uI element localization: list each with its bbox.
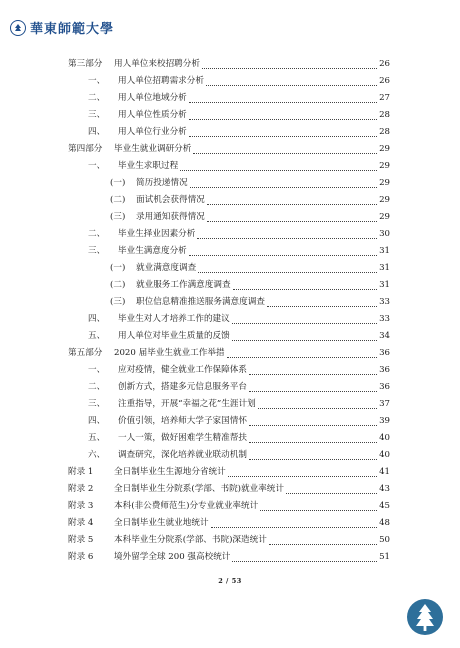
toc-leader-dots: [180, 170, 377, 171]
toc-entry-title: 应对疫情，健全就业工作保障体系: [118, 365, 247, 375]
toc-entry[interactable]: [68, 396, 390, 413]
toc-entry-number: 四、: [88, 314, 106, 324]
toc-entry[interactable]: [68, 243, 390, 260]
toc-entry[interactable]: [68, 311, 390, 328]
toc-entry-page: 40: [379, 433, 390, 443]
toc-entry-title: 就业满意度调查: [136, 263, 197, 273]
toc-entry-page: 34: [379, 331, 390, 341]
toc-leader-dots: [249, 374, 377, 375]
toc-entry-page: 29: [379, 195, 390, 205]
toc-entry-title: 毕业生求职过程: [118, 161, 179, 171]
toc-entry[interactable]: [68, 345, 390, 362]
toc-entry-page: 37: [379, 399, 390, 409]
toc-entry-title: 注重指导，开展“幸福之花”生涯计划: [118, 399, 256, 409]
toc-entry-title: 职位信息精准推送服务满意度调查: [136, 297, 265, 307]
toc-entry-number: 附录 3: [68, 501, 94, 511]
toc-entry-page: 28: [379, 127, 390, 137]
toc-entry-number: 附录 6: [68, 552, 94, 562]
toc-entry[interactable]: [68, 175, 390, 192]
toc-entry-title: 调查研究，深化培养就业联动机制: [118, 450, 247, 460]
toc-entry-page: 31: [379, 246, 390, 256]
toc-entry-title: 价值引领，培养师大学子家国情怀: [118, 416, 247, 426]
toc-entry[interactable]: [68, 209, 390, 226]
toc-entry-number: 四、: [88, 416, 106, 426]
university-name: 華東師範大學: [30, 22, 115, 37]
toc-leader-dots: [207, 221, 377, 222]
toc-entry[interactable]: [68, 430, 390, 447]
toc-leader-dots: [232, 340, 377, 341]
toc-entry-page: 48: [379, 518, 390, 528]
toc-entry-number: 第五部分: [68, 348, 103, 358]
toc-entry-number: 四、: [88, 127, 106, 137]
toc-entry-page: 41: [379, 467, 390, 477]
toc-entry-page: 51: [379, 552, 390, 562]
toc-entry[interactable]: [68, 158, 390, 175]
toc-entry-page: 29: [379, 178, 390, 188]
toc-entry-title: 全日制毕业生分院系(学部、书院)就业率统计: [114, 484, 284, 494]
toc-entry-number: 一、: [88, 76, 106, 86]
toc-entry-page: 36: [379, 348, 390, 358]
toc-entry-page: 33: [379, 297, 390, 307]
toc-entry-page: 26: [379, 59, 390, 69]
toc-entry[interactable]: [68, 124, 390, 141]
toc-entry-number: 附录 2: [68, 484, 94, 494]
toc-leader-dots: [206, 85, 377, 86]
toc-entry-title: 面试机会获得情况: [136, 195, 205, 205]
toc-entry-title: 用人单位对毕业生质量的反馈: [118, 331, 230, 341]
toc-entry-number: (三): [110, 297, 126, 307]
toc-entry-title: 2020 届毕业生就业工作举措: [114, 348, 225, 358]
toc-entry-page: 39: [379, 416, 390, 426]
toc-entry-number: 一、: [88, 161, 106, 171]
toc-entry-page: 30: [379, 229, 390, 239]
toc-leader-dots: [258, 408, 377, 409]
toc-leader-dots: [228, 476, 377, 477]
toc-entry[interactable]: [68, 294, 390, 311]
toc-entry[interactable]: [68, 379, 390, 396]
toc-entry-number: 二、: [88, 93, 106, 103]
toc-entry-number: 三、: [88, 246, 106, 256]
toc-entry-page: 31: [379, 263, 390, 273]
toc-entry[interactable]: [68, 107, 390, 124]
toc-entry-number: 六、: [88, 450, 106, 460]
toc-leader-dots: [232, 561, 377, 562]
toc-entry[interactable]: [68, 549, 390, 566]
toc-entry[interactable]: [68, 447, 390, 464]
toc-entry[interactable]: [68, 498, 390, 515]
university-tree-logo-icon: [406, 598, 444, 636]
toc-entry[interactable]: [68, 141, 390, 158]
toc-entry-page: 26: [379, 76, 390, 86]
toc-entry-title: 全日制毕业生生源地分省统计: [114, 467, 226, 477]
toc-entry-page: 28: [379, 110, 390, 120]
toc-entry-title: 用人单位行业分析: [118, 127, 187, 137]
page-number: 2 / 53: [218, 577, 242, 585]
toc-leader-dots: [249, 442, 377, 443]
toc-entry[interactable]: [68, 226, 390, 243]
toc-entry-page: 33: [379, 314, 390, 324]
toc-entry[interactable]: [68, 413, 390, 430]
toc-entry-title: 本科(非公费师范生)分专业就业率统计: [114, 501, 259, 511]
toc-entry-page: 29: [379, 212, 390, 222]
toc-leader-dots: [227, 357, 377, 358]
toc-entry-title: 创新方式，搭建多元信息服务平台: [118, 382, 247, 392]
toc-entry-page: 29: [379, 161, 390, 171]
toc-entry-title: 用人单位来校招聘分析: [114, 59, 200, 69]
header-logo: [10, 18, 114, 37]
toc-leader-dots: [190, 187, 377, 188]
toc-entry[interactable]: [68, 73, 390, 90]
toc-entry-page: 36: [379, 365, 390, 375]
toc-entry-page: 27: [379, 93, 390, 103]
toc-leader-dots: [269, 544, 377, 545]
toc-entry-title: 用人单位地域分析: [118, 93, 187, 103]
toc-entry-title: 本科毕业生分院系(学部、书院)深造统计: [114, 535, 267, 545]
toc-entry-title: 毕业生对人才培养工作的建议: [118, 314, 230, 324]
toc-leader-dots: [189, 136, 377, 137]
toc-entry-title: 毕业生就业调研分析: [114, 144, 192, 154]
toc-leader-dots: [286, 493, 377, 494]
toc-entry[interactable]: [68, 532, 390, 549]
toc-entry[interactable]: [68, 260, 390, 277]
toc-entry-page: 43: [379, 484, 390, 494]
toc-leader-dots: [232, 323, 377, 324]
toc-entry-number: (一): [110, 178, 126, 188]
toc-leader-dots: [189, 119, 377, 120]
toc-leader-dots: [189, 255, 377, 256]
toc-entry-number: 第三部分: [68, 59, 103, 69]
toc-entry[interactable]: [68, 515, 390, 532]
toc-entry-number: 三、: [88, 110, 106, 120]
toc-entry[interactable]: [68, 481, 390, 498]
toc-entry-page: 36: [379, 382, 390, 392]
toc-entry-number: 五、: [88, 433, 106, 443]
toc-entry[interactable]: [68, 56, 390, 73]
toc-entry-title: 一人一策，做好困难学生精准帮扶: [118, 433, 247, 443]
toc-entry[interactable]: [68, 90, 390, 107]
toc-entry-number: 五、: [88, 331, 106, 341]
toc-entry-title: 全日制毕业生就业地统计: [114, 518, 209, 528]
toc-entry-number: 二、: [88, 382, 106, 392]
toc-entry[interactable]: [68, 192, 390, 209]
toc-leader-dots: [233, 289, 377, 290]
toc-entry-number: 一、: [88, 365, 106, 375]
toc-entry-title: 用人单位招聘需求分析: [118, 76, 204, 86]
toc-leader-dots: [260, 510, 377, 511]
toc-entry[interactable]: [68, 464, 390, 481]
toc-entry-title: 毕业生择业因素分析: [118, 229, 196, 239]
toc-leader-dots: [198, 272, 377, 273]
toc-leader-dots: [197, 238, 377, 239]
toc-leader-dots: [193, 153, 377, 154]
table-of-contents: [68, 56, 390, 566]
toc-entry-number: (三): [110, 212, 126, 222]
toc-leader-dots: [189, 102, 377, 103]
university-seal-icon: [10, 20, 26, 36]
toc-entry-number: (二): [110, 280, 126, 290]
toc-entry-title: 用人单位性质分析: [118, 110, 187, 120]
toc-entry-number: (一): [110, 263, 126, 273]
toc-entry-page: 50: [379, 535, 390, 545]
toc-entry[interactable]: [68, 362, 390, 379]
toc-entry-page: 40: [379, 450, 390, 460]
toc-entry-number: 附录 4: [68, 518, 94, 528]
toc-leader-dots: [249, 459, 377, 460]
toc-leader-dots: [249, 425, 377, 426]
toc-entry-title: 录用通知获得情况: [136, 212, 205, 222]
toc-leader-dots: [207, 204, 377, 205]
toc-entry-title: 毕业生满意度分析: [118, 246, 187, 256]
toc-entry-title: 境外留学全球 200 强高校统计: [114, 552, 231, 562]
toc-leader-dots: [249, 391, 377, 392]
toc-entry-number: 附录 5: [68, 535, 94, 545]
toc-leader-dots: [202, 68, 377, 69]
toc-entry-number: 附录 1: [68, 467, 94, 477]
toc-entry-page: 45: [379, 501, 390, 511]
toc-entry-title: 就业服务工作满意度调查: [136, 280, 231, 290]
toc-entry-number: 三、: [88, 399, 106, 409]
toc-entry-number: 第四部分: [68, 144, 103, 154]
toc-entry-number: (二): [110, 195, 126, 205]
toc-entry[interactable]: [68, 328, 390, 345]
toc-leader-dots: [267, 306, 377, 307]
toc-entry-page: 31: [379, 280, 390, 290]
toc-entry[interactable]: [68, 277, 390, 294]
toc-entry-number: 二、: [88, 229, 106, 239]
toc-entry-title: 简历投递情况: [136, 178, 188, 188]
toc-leader-dots: [211, 527, 377, 528]
toc-entry-page: 29: [379, 144, 390, 154]
